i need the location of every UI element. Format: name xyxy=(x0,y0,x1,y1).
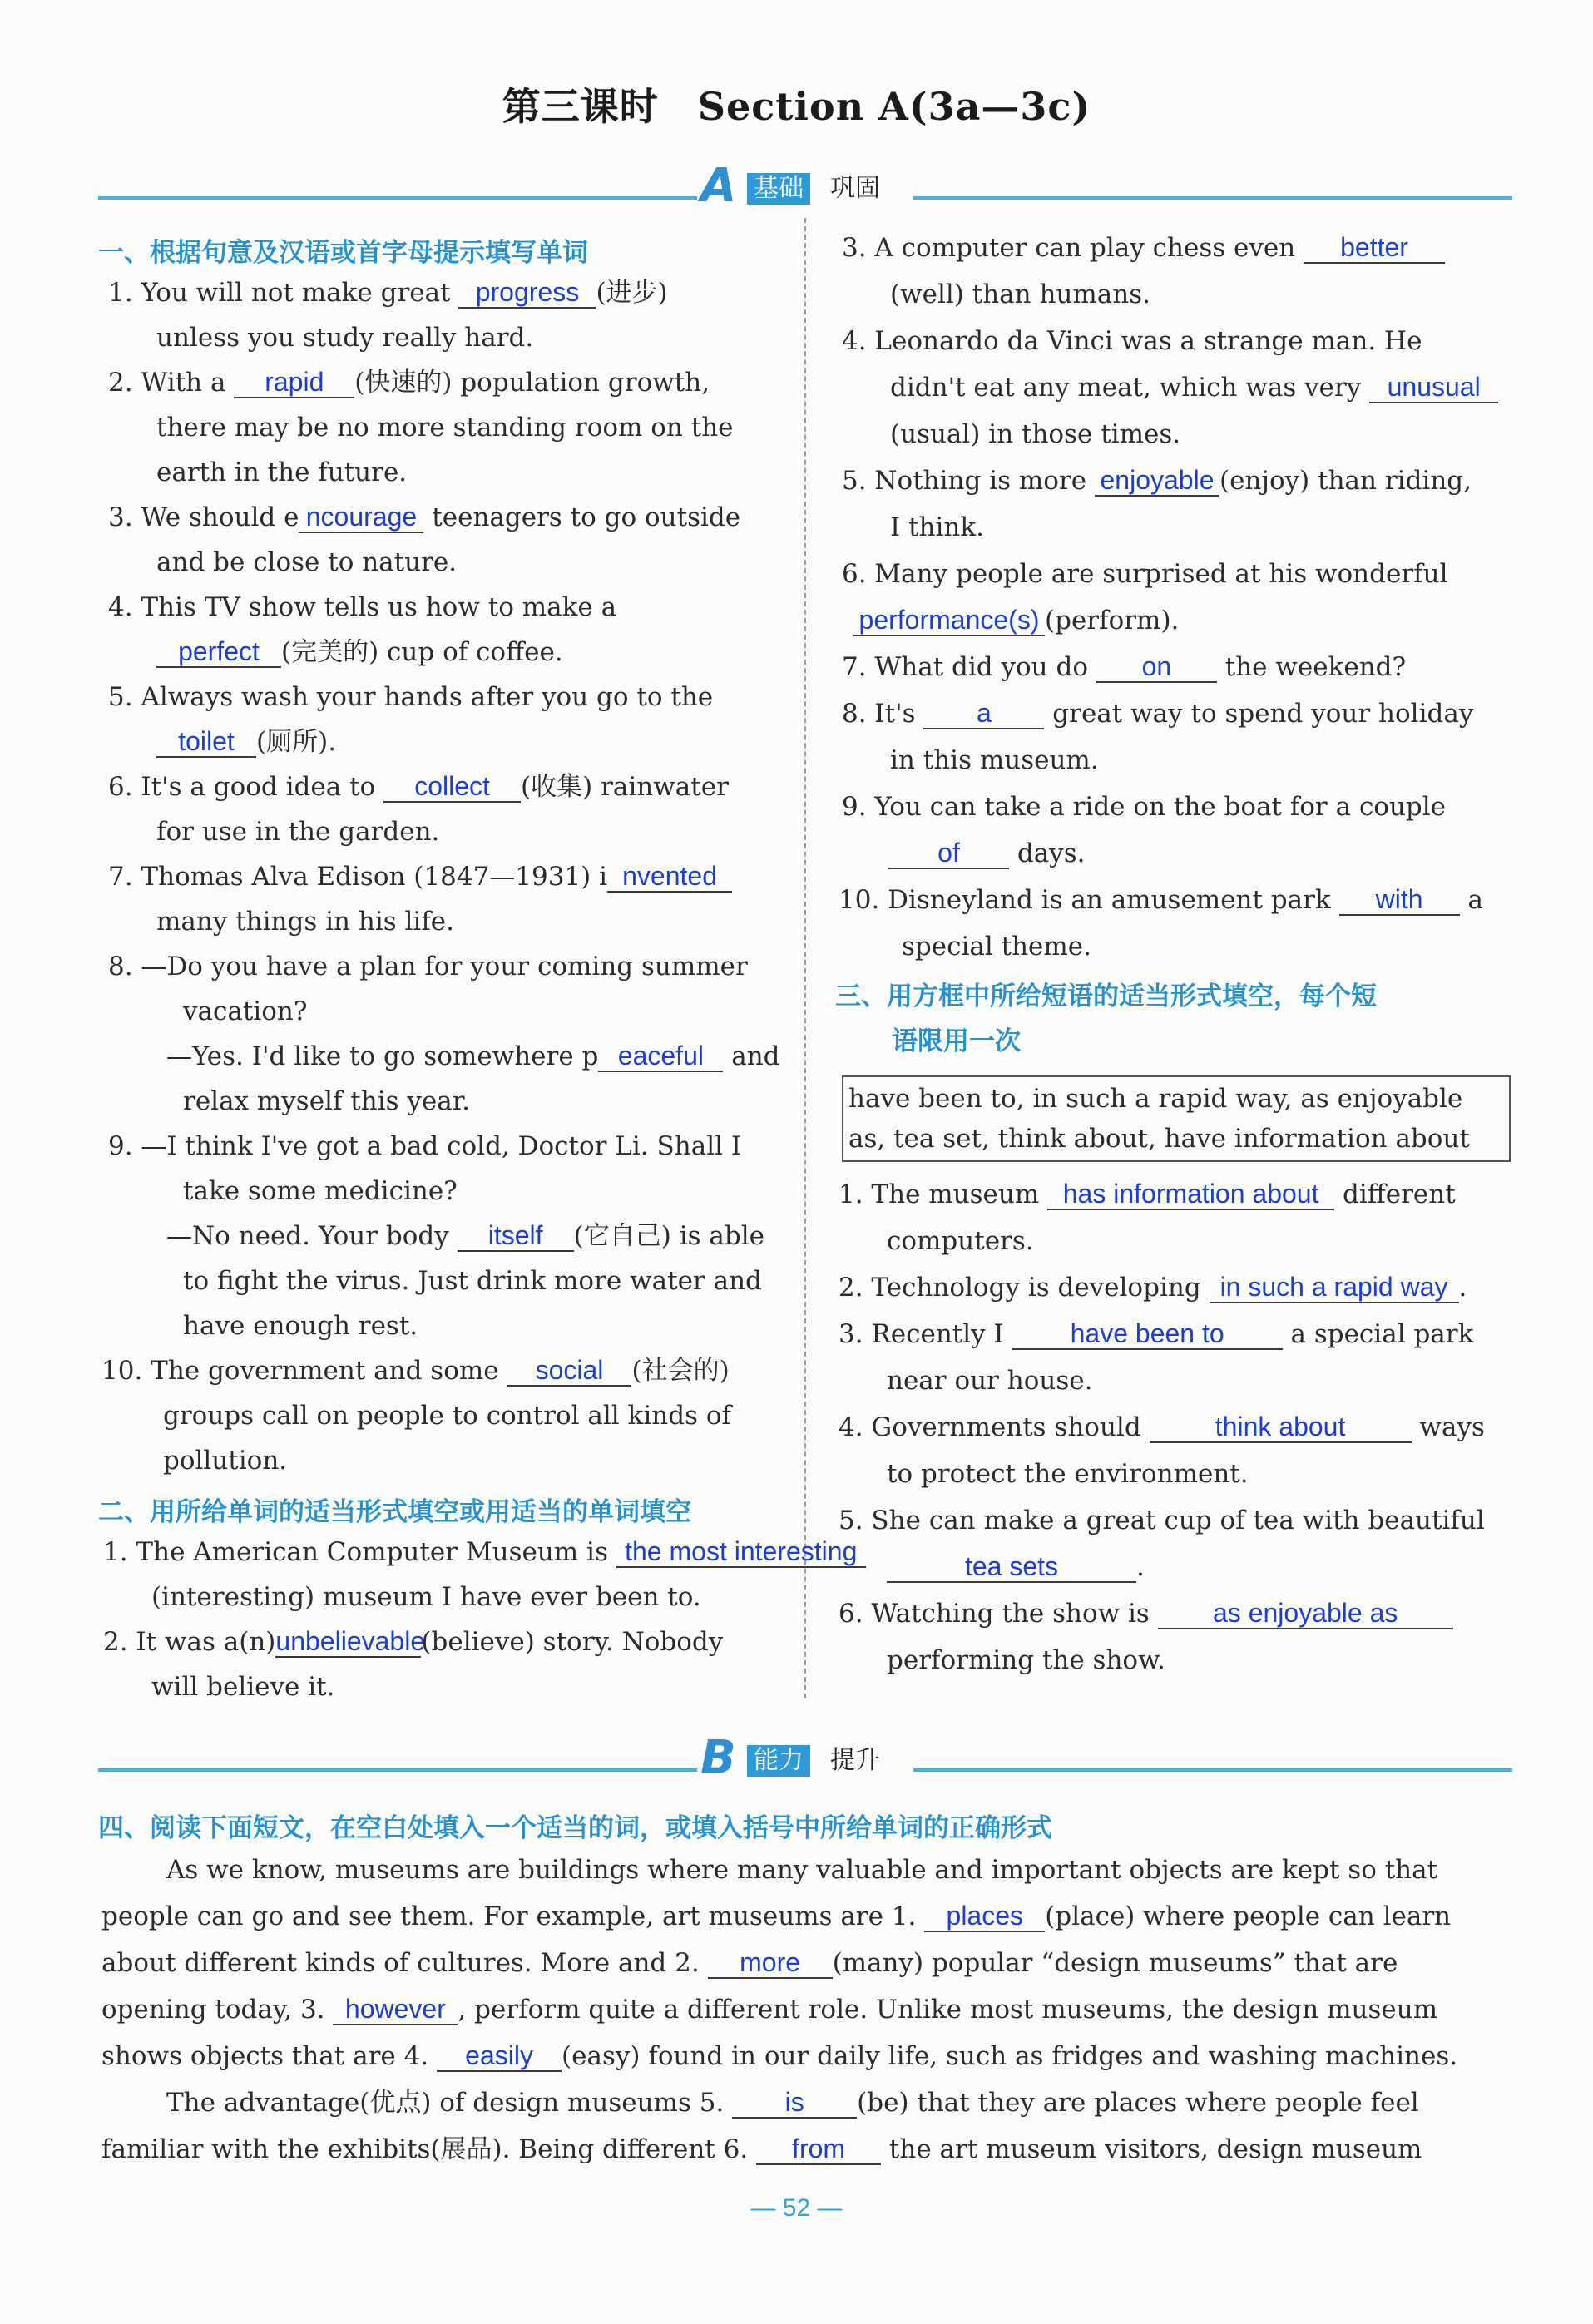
question-line: 9. You can take a ride on the boat for a couple xyxy=(842,792,1447,822)
answer-blank: from xyxy=(756,2134,881,2165)
question-line: 1. The American Computer Museum is the most interesting xyxy=(103,1535,866,1569)
answer-blank: is xyxy=(732,2087,857,2119)
question-line: for use in the garden. xyxy=(156,817,440,847)
question-line: 2. Technology is developing in such a rapid way . xyxy=(839,1272,1467,1303)
answer-blank: ncourage xyxy=(299,502,423,533)
question-line: —Yes. I'd like to go somewhere p eaceful and xyxy=(166,1041,780,1071)
section-title: 一、根据句意及汉语或首字母提示填写单词 xyxy=(98,238,588,268)
section-title: 四、阅读下面短文，在空白处填入一个适当的词，或填入括号中所给单词的正确形式 xyxy=(98,1813,1052,1843)
question-line: (interesting) museum I have ever been to. xyxy=(151,1582,701,1612)
passage-line: familiar with the exhibits(展品). Being different 6. from the art museum visitors, design museum xyxy=(101,2134,1422,2164)
banner-badge xyxy=(700,1731,908,1785)
question-line: 8. It's a great way to spend your holiday xyxy=(842,698,1474,729)
banner-letter: A xyxy=(700,159,737,213)
answer-blank: rapid xyxy=(234,367,354,398)
answer-blank: unusual xyxy=(1369,372,1498,403)
question-line: pollution. xyxy=(163,1446,288,1476)
phrase-box-line: as, tea set, think about, have information about xyxy=(848,1124,1470,1154)
question-line: 6. It's a good idea to collect (收集) rainwater xyxy=(108,771,729,802)
answer-blank: eaceful xyxy=(598,1041,723,1072)
section-title: 二、用所给单词的适当形式填空或用适当的单词填空 xyxy=(98,1497,691,1527)
answer-blank: on xyxy=(1096,651,1217,683)
answer-blank: toilet xyxy=(156,726,256,758)
question-line: didn't eat any meat, which was very unusual xyxy=(890,371,1498,404)
answer-blank: unbelievable xyxy=(275,1626,426,1656)
question-line: 4. This TV show tells us how to make a xyxy=(108,592,617,622)
question-line: performance(s) (perform). xyxy=(853,604,1179,637)
passage-line: The advantage(优点) of design museums 5. is (be) that they are places where people feel xyxy=(166,2087,1419,2118)
question-line: many things in his life. xyxy=(156,907,454,937)
question-line: 2. With a rapid (快速的) population growth, xyxy=(108,367,710,398)
passage-line: shows objects that are 4. easily (easy) found in our daily life, such as fridges and washing machines. xyxy=(101,2040,1458,2071)
question-line: 4. Governments should think about ways xyxy=(839,1412,1485,1442)
passage-line: As we know, museums are buildings where many valuable and important objects are kept so that xyxy=(166,1855,1438,1885)
question-line: computers. xyxy=(887,1226,1034,1256)
banner-rule xyxy=(98,196,697,200)
answer-blank: has information about xyxy=(1047,1179,1334,1210)
question-line: 1. The museum has information about different xyxy=(839,1179,1456,1209)
answer-blank: as enjoyable as xyxy=(1158,1598,1453,1629)
question-line: 5. She can make a great cup of tea with beautiful xyxy=(839,1506,1485,1535)
question-line: to fight the virus. Just drink more water and xyxy=(183,1266,762,1296)
question-line: (usual) in those times. xyxy=(890,419,1181,449)
answer-blank: progress xyxy=(458,277,596,309)
section-title: 三、用方框中所给短语的适当形式填空，每个短 xyxy=(835,982,1377,1011)
banner-label: 基础 xyxy=(747,173,810,205)
question-line: 5. Always wash your hands after you go to the xyxy=(108,682,714,712)
answer-blank: the most interesting xyxy=(616,1536,866,1568)
question-line: there may be no more standing room on the xyxy=(156,413,734,443)
answer-blank: collect xyxy=(383,771,521,803)
answer-blank: with xyxy=(1339,884,1460,916)
phrase-box-line: have been to, in such a rapid way, as enjoyable xyxy=(848,1084,1463,1114)
answer-blank: have been to xyxy=(1012,1318,1283,1350)
question-line: 8. —Do you have a plan for your coming summer xyxy=(108,952,748,982)
banner-rule xyxy=(913,1768,1512,1772)
question-line: toilet (厕所). xyxy=(156,725,336,759)
banner-rule xyxy=(913,196,1512,200)
question-line: and be close to nature. xyxy=(156,547,458,577)
banner-badge xyxy=(700,159,908,213)
question-line: have enough rest. xyxy=(183,1311,418,1341)
answer-blank: think about xyxy=(1150,1412,1412,1443)
question-line: groups call on people to control all kinds of xyxy=(163,1401,731,1431)
banner-label: 能力 xyxy=(747,1745,810,1777)
answer-blank: of xyxy=(888,838,1009,869)
question-line: perfect (完美的) cup of coffee. xyxy=(156,635,563,669)
answer-blank: nvented xyxy=(607,861,732,893)
question-line: special theme. xyxy=(902,932,1091,962)
question-line: 7. What did you do on the weekend? xyxy=(842,651,1407,682)
question-line: earth in the future. xyxy=(156,457,408,487)
answer-blank: places xyxy=(924,1901,1045,1932)
answer-blank: perfect xyxy=(156,636,281,668)
question-line: 4. Leonardo da Vinci was a strange man. He xyxy=(842,326,1422,356)
question-line: relax myself this year. xyxy=(183,1086,471,1116)
answer-blank: more xyxy=(708,1947,833,1979)
page-title: 第三课时 Section A(3a—3c) xyxy=(502,84,1091,129)
passage-line: about different kinds of cultures. More and 2. more (many) popular “design museums” that are xyxy=(101,1947,1398,1978)
answer-blank: itself xyxy=(458,1220,574,1252)
question-line: —No need. Your body itself (它自己) is able xyxy=(166,1220,764,1251)
answer-blank: better xyxy=(1304,232,1445,264)
answer-blank: in such a rapid way xyxy=(1210,1272,1459,1303)
question-line: 2. It was a(n)unbelievable(believe) story. Nobody xyxy=(103,1626,724,1657)
banner-letter: B xyxy=(700,1731,736,1785)
question-line: I think. xyxy=(890,512,985,542)
column-divider xyxy=(804,218,806,1698)
question-line: 7. Thomas Alva Edison (1847—1931) i nvented xyxy=(108,860,732,893)
question-line: 6. Many people are surprised at his wonderful xyxy=(842,559,1448,589)
passage-line: opening today, 3. however , perform quite a different role. Unlike most museums, the design museum xyxy=(101,1994,1438,2025)
question-line: 1. You will not make great progress (进步) xyxy=(108,277,668,308)
question-line: 9. —I think I've got a bad cold, Doctor Li. Shall I xyxy=(108,1131,742,1161)
question-line: 10. Disneyland is an amusement park with a xyxy=(839,884,1483,915)
question-line: 3. A computer can play chess even better xyxy=(842,231,1445,265)
question-line: will believe it. xyxy=(151,1672,335,1702)
question-line: performing the show. xyxy=(887,1645,1165,1675)
answer-blank: tea sets xyxy=(887,1551,1136,1583)
question-line: to protect the environment. xyxy=(887,1459,1249,1489)
answer-blank: easily xyxy=(437,2040,562,2072)
question-line: of days. xyxy=(888,837,1085,870)
banner-basic xyxy=(98,159,1512,216)
question-line: unless you study really hard. xyxy=(156,323,534,353)
phrase-box xyxy=(842,1075,1511,1162)
passage-line: people can go and see them. For example, art museums are 1. places (place) where people can learn xyxy=(101,1901,1452,1931)
answer-blank: enjoyable xyxy=(1095,465,1219,497)
section-title: 语限用一次 xyxy=(892,1026,1021,1056)
answer-blank: however xyxy=(333,1994,458,2025)
question-line: near our house. xyxy=(887,1366,1093,1396)
question-line: 3. We should e ncourage teenagers to go outside xyxy=(108,502,741,532)
question-line: 10. The government and some social (社会的) xyxy=(101,1355,730,1386)
banner-rule xyxy=(98,1768,697,1772)
page-number: — 52 — xyxy=(750,2194,843,2222)
answer-blank: a xyxy=(923,698,1044,729)
answer-blank: social xyxy=(507,1355,631,1387)
question-line: 6. Watching the show is as enjoyable as xyxy=(839,1597,1453,1630)
question-line: 5. Nothing is more enjoyable (enjoy) than riding, xyxy=(842,465,1472,496)
banner-label: 巩固 xyxy=(830,174,880,203)
question-line: vacation? xyxy=(183,996,308,1026)
question-line: take some medicine? xyxy=(183,1176,458,1206)
question-line: (well) than humans. xyxy=(890,279,1151,309)
question-line: tea sets . xyxy=(887,1550,1145,1584)
banner-improve xyxy=(98,1731,1512,1788)
answer-blank: performance(s) xyxy=(853,605,1045,636)
banner-label: 提升 xyxy=(830,1746,880,1775)
question-line: 3. Recently I have been to a special park xyxy=(839,1318,1474,1349)
question-line: in this museum. xyxy=(890,745,1099,775)
